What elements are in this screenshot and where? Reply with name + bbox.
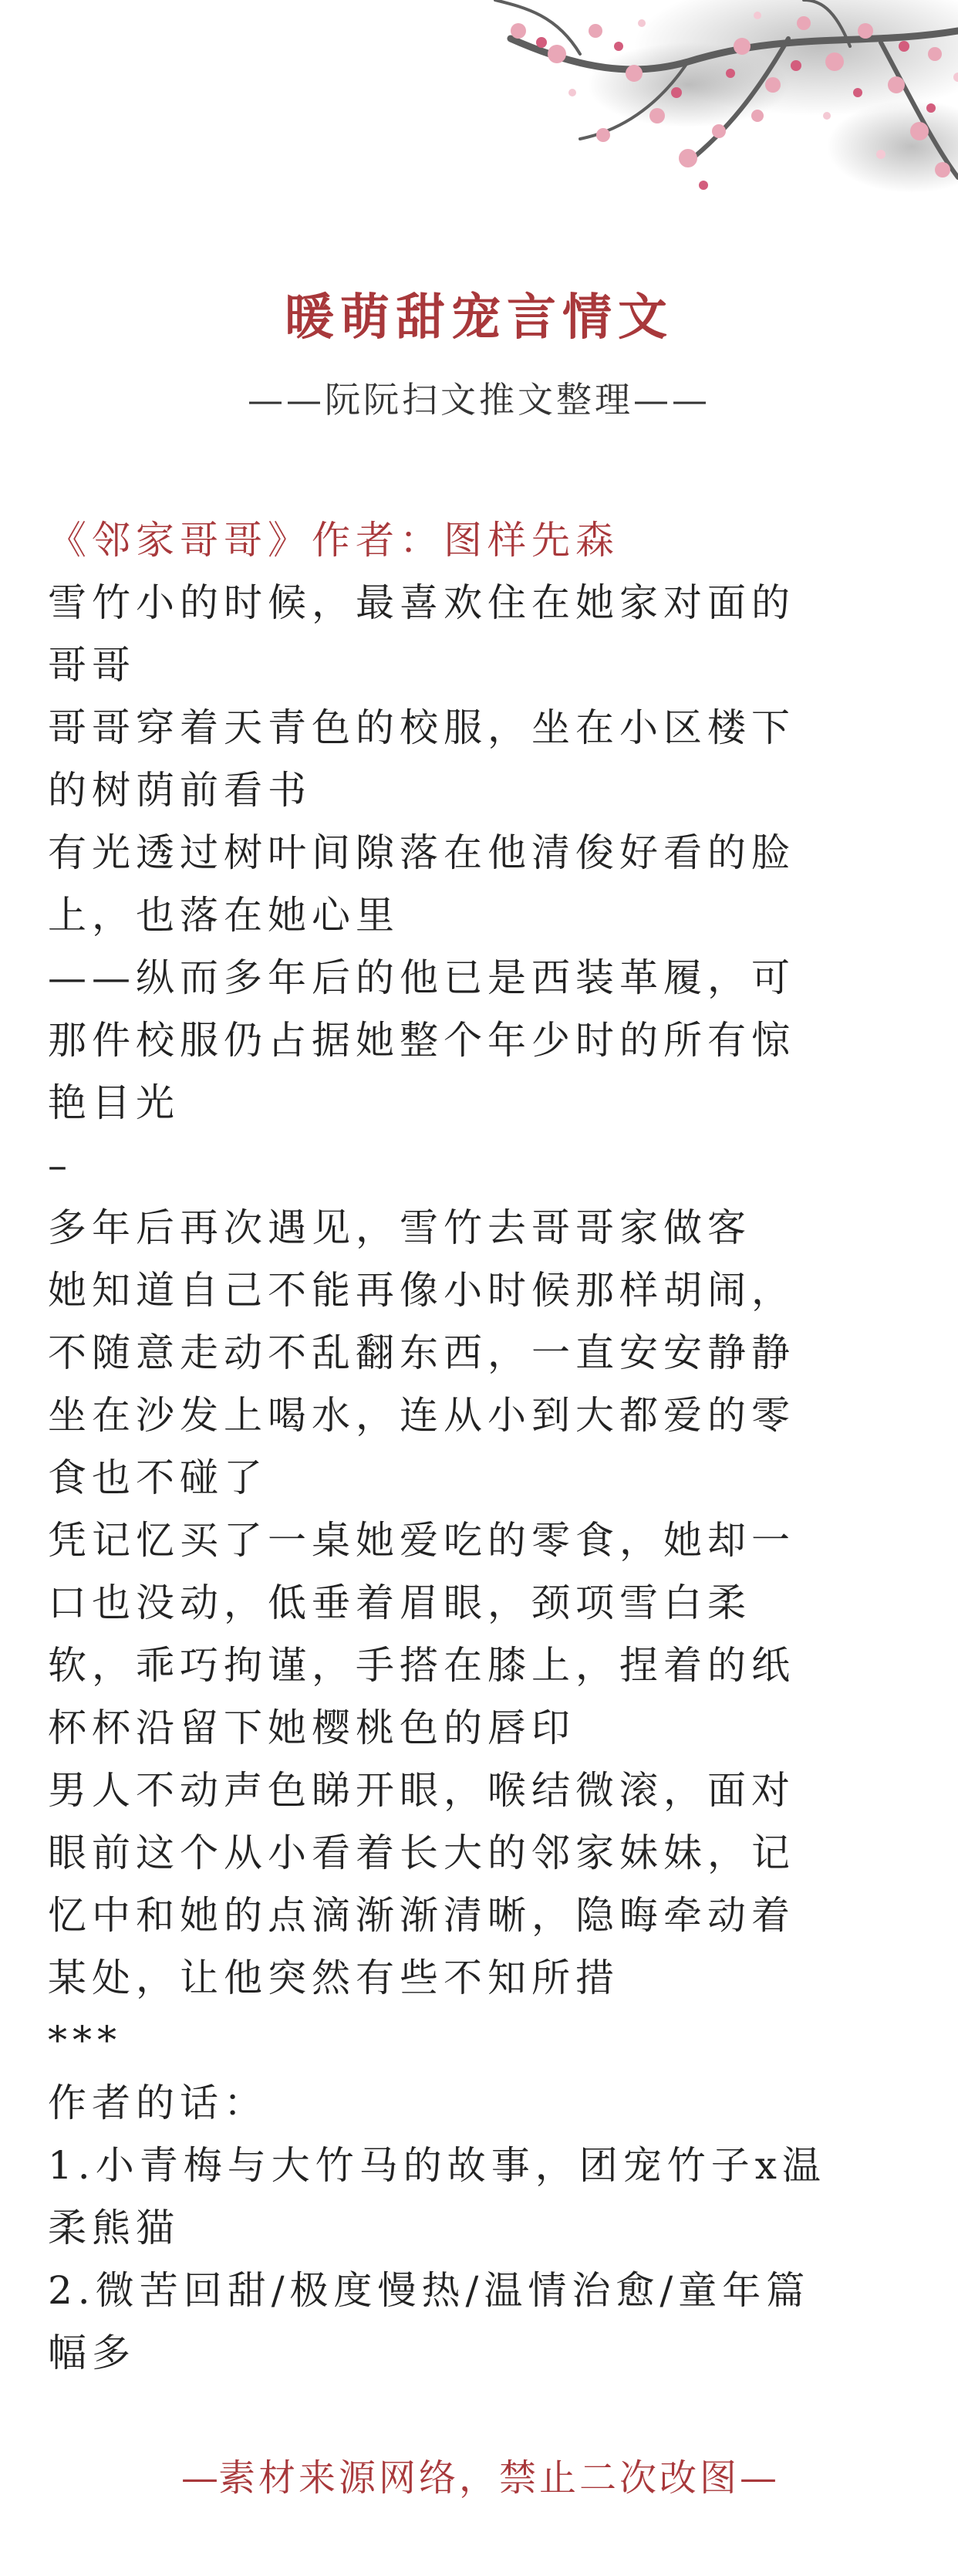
page-title: 暖萌甜宠言情文: [285, 289, 673, 347]
synopsis-line: 艳目光: [48, 1080, 180, 1125]
synopsis-line: 她知道自己不能再像小时候那样胡闹，: [48, 1268, 795, 1313]
synopsis-line: 的树荫前看书: [48, 768, 312, 813]
synopsis-line: 凭记忆买了一桌她爱吃的零食，她却一: [48, 1518, 795, 1563]
synopsis-line: 雪竹小的时候，最喜欢住在她家对面的: [48, 580, 795, 625]
synopsis-line: 坐在沙发上喝水，连从小到大都爱的零: [48, 1393, 795, 1438]
synopsis-line: 多年后再次遇见，雪竹去哥哥家做客: [48, 1205, 751, 1250]
synopsis-line: 眼前这个从小看着长大的邻家妹妹，记: [48, 1831, 795, 1875]
synopsis-line: 忆中和她的点滴渐渐清晰，隐晦牵动着: [48, 1893, 795, 1938]
source-notice: [0, 2448, 958, 2501]
synopsis-line: 软，乖巧拘谨，手搭在膝上，捏着的纸: [48, 1643, 795, 1688]
synopsis-line: 那件校服仍占据她整个年少时的所有惊: [48, 1018, 795, 1063]
section-separator: ***: [48, 2018, 122, 2063]
section-separator: –: [48, 1143, 73, 1188]
synopsis-line: 哥哥穿着天青色的校服，坐在小区楼下: [48, 705, 795, 750]
book-heading: 《邻家哥哥》作者：图样先森: [48, 518, 619, 563]
synopsis-line: 上，也落在她心里: [48, 893, 400, 938]
author-note-heading: 作者的话：: [48, 2081, 268, 2125]
synopsis-line: 有光透过树叶间隙落在他清俊好看的脸: [48, 830, 795, 875]
author-note-line: 幅多: [48, 2331, 136, 2375]
synopsis-line: ——纵而多年后的他已是西装革履，可: [48, 955, 795, 1000]
synopsis-line: 食也不碰了: [48, 1455, 268, 1500]
synopsis-line: 哥哥: [48, 643, 136, 688]
synopsis-line: 某处，让他突然有些不知所措: [48, 1956, 619, 2000]
author-note-line: 柔熊猫: [48, 2206, 180, 2250]
page-subtitle: ——阮阮扫文推文整理——: [248, 379, 710, 421]
synopsis-line: 杯杯沿留下她樱桃色的唇印: [48, 1706, 575, 1750]
footer-dash-left: —: [180, 2456, 218, 2500]
plum-blossom-icon: [326, 0, 958, 224]
footer-dash-right: —: [740, 2456, 777, 2500]
source-notice-text: 素材来源网络，禁止二次改图: [218, 2456, 740, 2500]
synopsis-line: 口也没动，低垂着眉眼，颈项雪白柔: [48, 1580, 751, 1625]
author-note-line: 1.小青梅与大竹马的故事，团宠竹子x温: [48, 2143, 826, 2188]
book-recommendation: [48, 509, 912, 2385]
synopsis-line: 不随意走动不乱翻东西，一直安安静静: [48, 1330, 795, 1375]
synopsis-line: 男人不动声色睇开眼，喉结微滚，面对: [48, 1768, 795, 1813]
author-note-line: 2.微苦回甜/极度慢热/温情治愈/童年篇: [48, 2268, 811, 2313]
